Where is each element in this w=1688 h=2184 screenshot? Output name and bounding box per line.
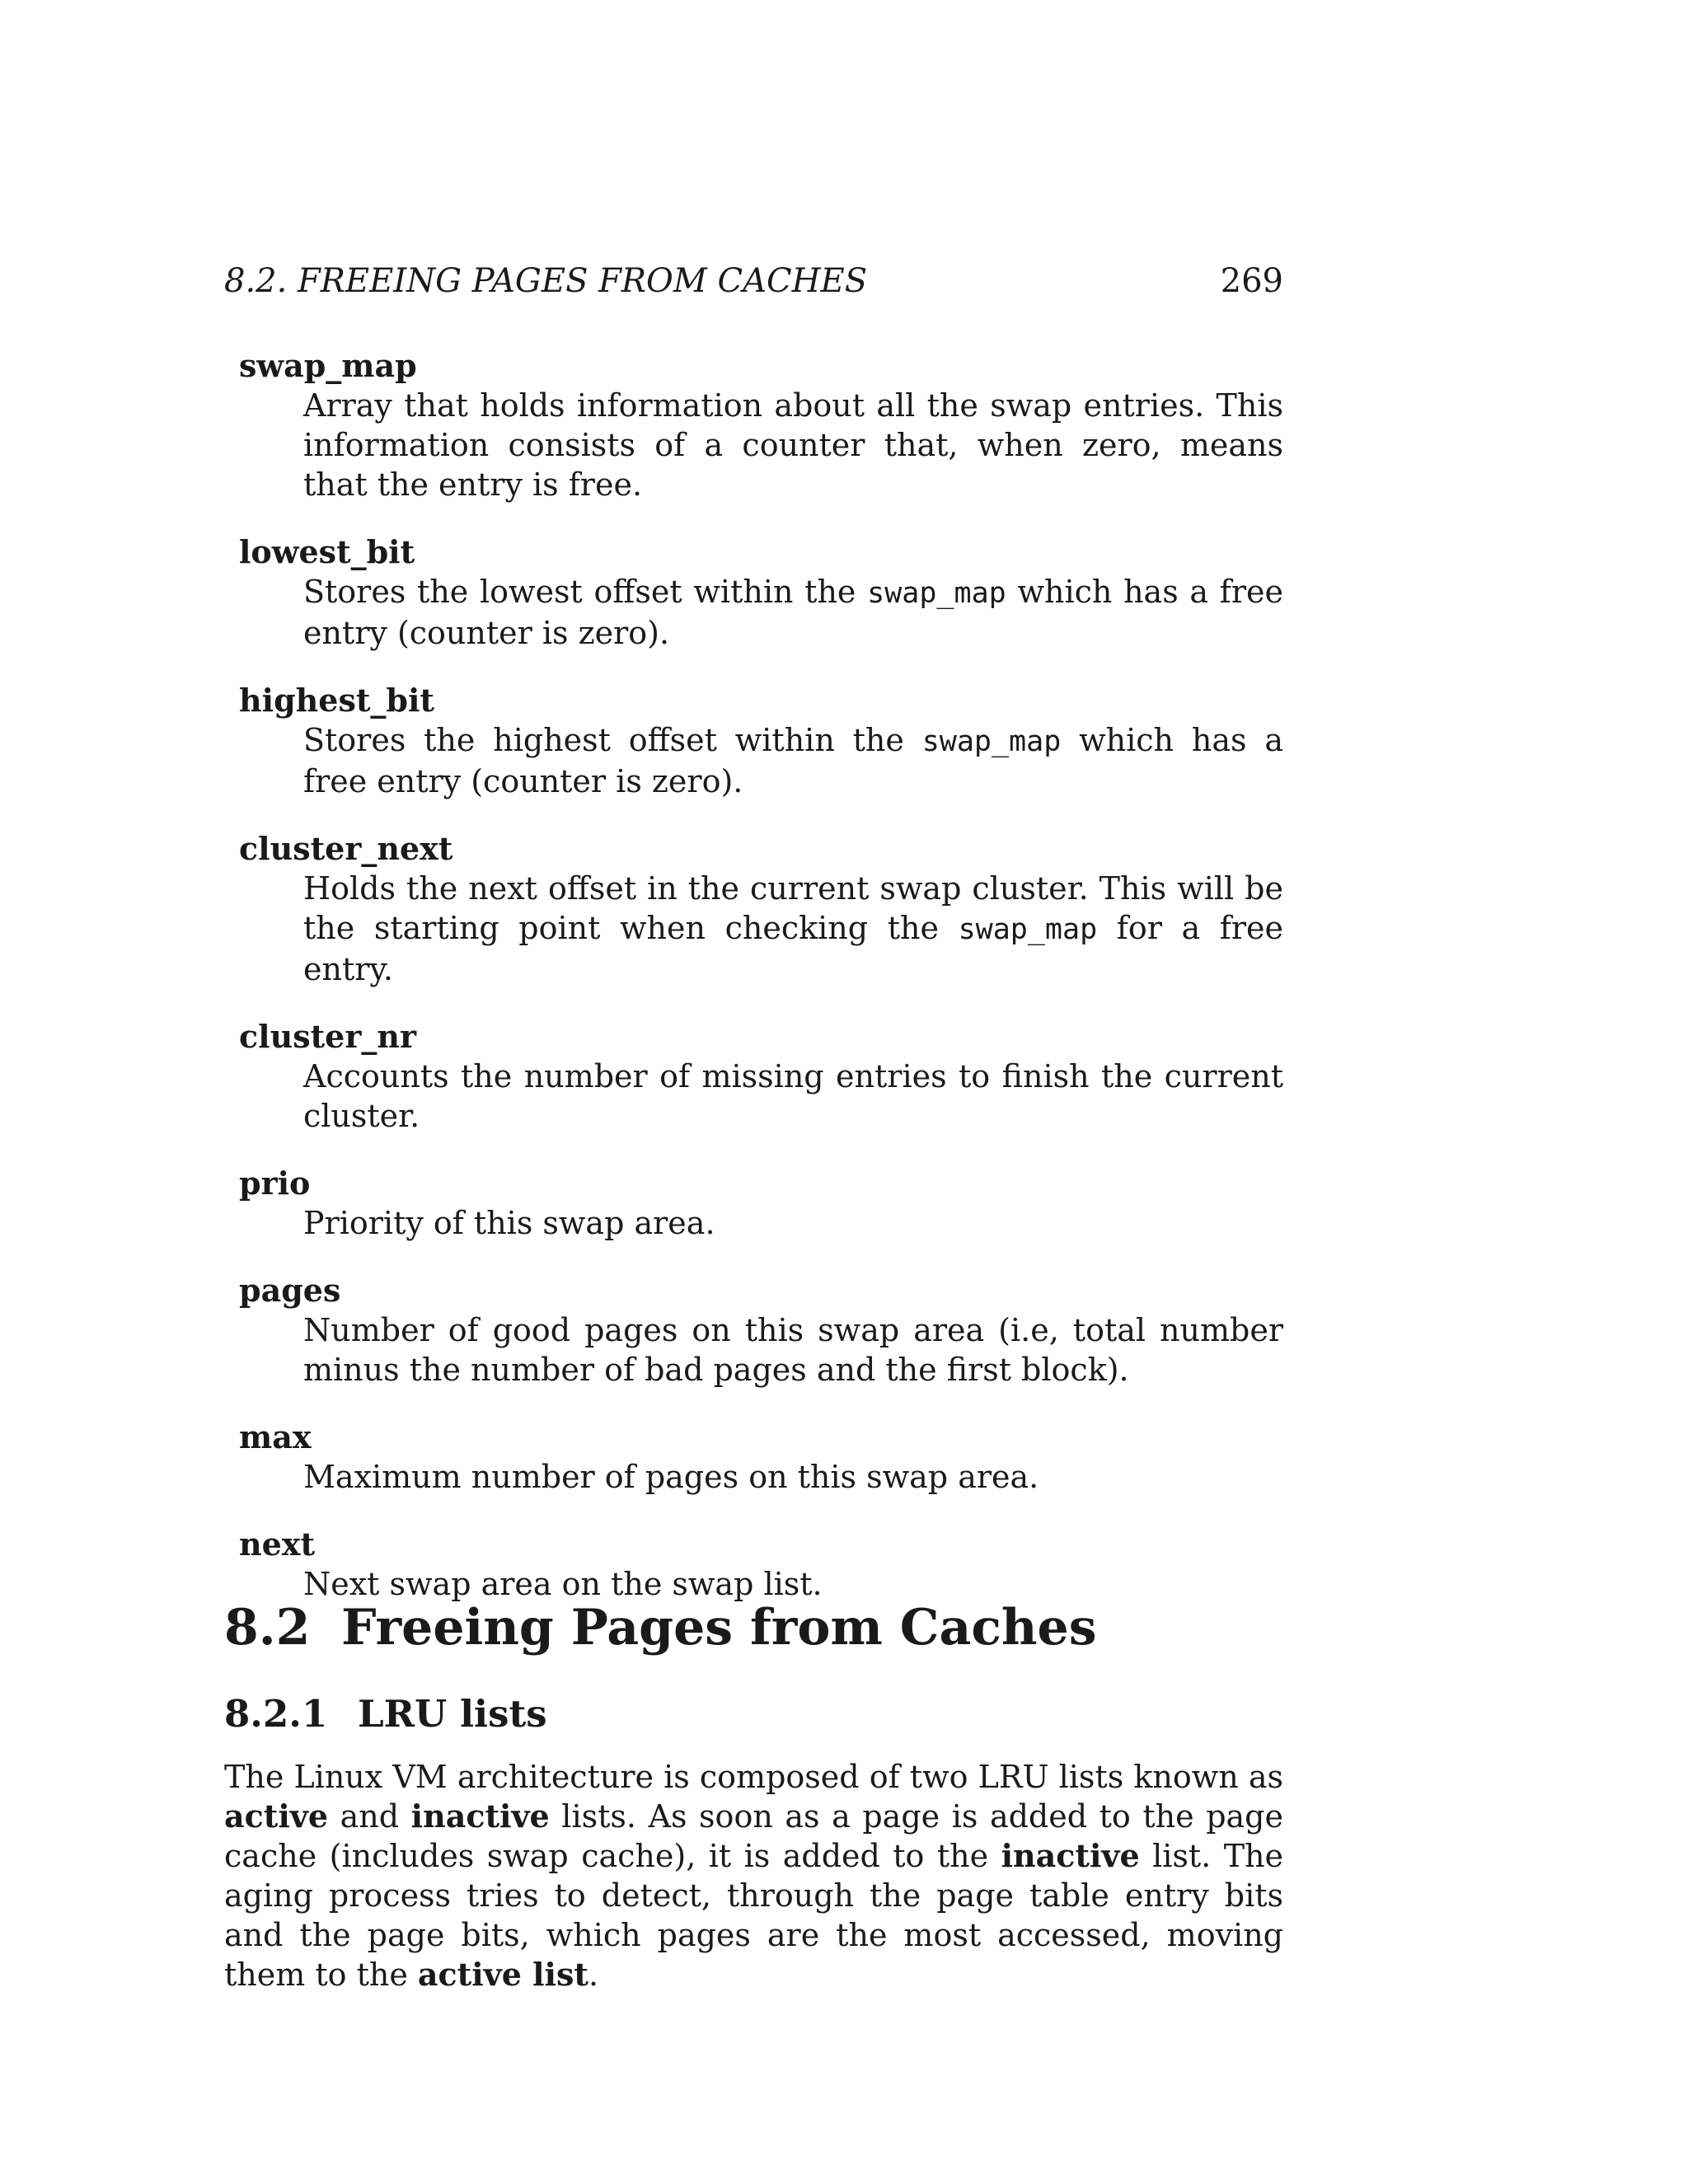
code-identifier: swap_map [921, 725, 1062, 758]
subsection-number: 8.2.1 [224, 1692, 328, 1736]
code-identifier: swap_map [958, 913, 1098, 946]
emphasis-term: inactive [1001, 1837, 1140, 1874]
description-text: Stores the highest offset within the [303, 722, 922, 758]
paragraph-text: lists. As soon as a page is added to the page cache (includes swap cache), it is added to the [224, 1798, 1283, 1874]
description-text: Stores the lowest offset within the [303, 574, 868, 610]
description-text: for a free entry. [303, 910, 1283, 987]
definition-description [303, 386, 1283, 504]
definition-term: max [239, 1418, 312, 1455]
paragraph-text: . [588, 1957, 599, 1993]
definition-description [303, 1564, 1283, 1604]
definition-term: pages [239, 1272, 341, 1309]
definition-cluster-next [239, 829, 1283, 989]
definition-description [303, 1057, 1283, 1136]
description-text: Holds the next offset in the current swap cluster. This will be the starting point when checking the [303, 870, 1283, 946]
definition-max [239, 1418, 1283, 1497]
paragraph-text: and [328, 1798, 411, 1835]
definition-description [303, 1203, 1283, 1243]
definition-term: prio [239, 1165, 311, 1202]
running-title: 8.2. FREEING PAGES FROM CACHES [224, 262, 868, 300]
definition-term: swap_map [239, 347, 417, 384]
section-number: 8.2 [224, 1599, 311, 1657]
definition-description [303, 1310, 1283, 1390]
definition-pages [239, 1271, 1283, 1390]
section-heading [224, 1599, 1097, 1657]
description-text: Number of good pages on this swap area (i.e, total number minus the number of bad pages and the first block). [303, 1312, 1283, 1388]
emphasis-term: active list [417, 1956, 588, 1993]
definition-description [303, 720, 1283, 801]
description-text: which has a free entry (counter is zero). [303, 574, 1284, 651]
definition-term: highest_bit [239, 682, 434, 719]
description-text: which has a free entry (counter is zero). [303, 722, 1283, 799]
definition-description [303, 572, 1283, 653]
definition-description [303, 869, 1283, 989]
definition-description [303, 1457, 1283, 1497]
description-text: Priority of this swap area. [303, 1205, 715, 1241]
description-text: Array that holds information about all the swap entries. This information consists of a counter that, when zero, means that the entry is free. [303, 387, 1283, 503]
section-title: Freeing Pages from Caches [341, 1599, 1097, 1657]
definition-cluster-nr [239, 1017, 1283, 1136]
definition-lowest-bit [239, 532, 1283, 653]
definition-highest-bit [239, 681, 1283, 801]
subsection-heading [224, 1691, 547, 1737]
page-number: 269 [1220, 262, 1283, 300]
description-text: Accounts the number of missing entries to finish the current cluster. [303, 1058, 1283, 1134]
definition-term: cluster_next [239, 830, 453, 867]
page-header [224, 262, 1283, 303]
definition-next [239, 1525, 1283, 1604]
description-text: Maximum number of pages on this swap area. [303, 1459, 1039, 1495]
paragraph-text: The Linux VM architecture is composed of two LRU lists known as [224, 1759, 1283, 1795]
field-definition-list [239, 346, 1283, 1632]
emphasis-term: inactive [410, 1797, 550, 1835]
paragraph-text: list. The aging process tries to detect, through the page table entry bits and the page bits, which pages are the most accessed, moving them to the [224, 1838, 1283, 1993]
emphasis-term: active [224, 1797, 329, 1835]
description-text: Next swap area on the swap list. [303, 1566, 823, 1602]
definition-swap-map [239, 346, 1283, 504]
definition-term: cluster_nr [239, 1018, 416, 1055]
definition-prio [239, 1164, 1283, 1243]
code-identifier: swap_map [867, 577, 1006, 610]
definition-term: next [239, 1526, 316, 1563]
definition-term: lowest_bit [239, 533, 415, 570]
subsection-title: LRU lists [358, 1692, 547, 1736]
lru-lists-paragraph [224, 1757, 1283, 1994]
